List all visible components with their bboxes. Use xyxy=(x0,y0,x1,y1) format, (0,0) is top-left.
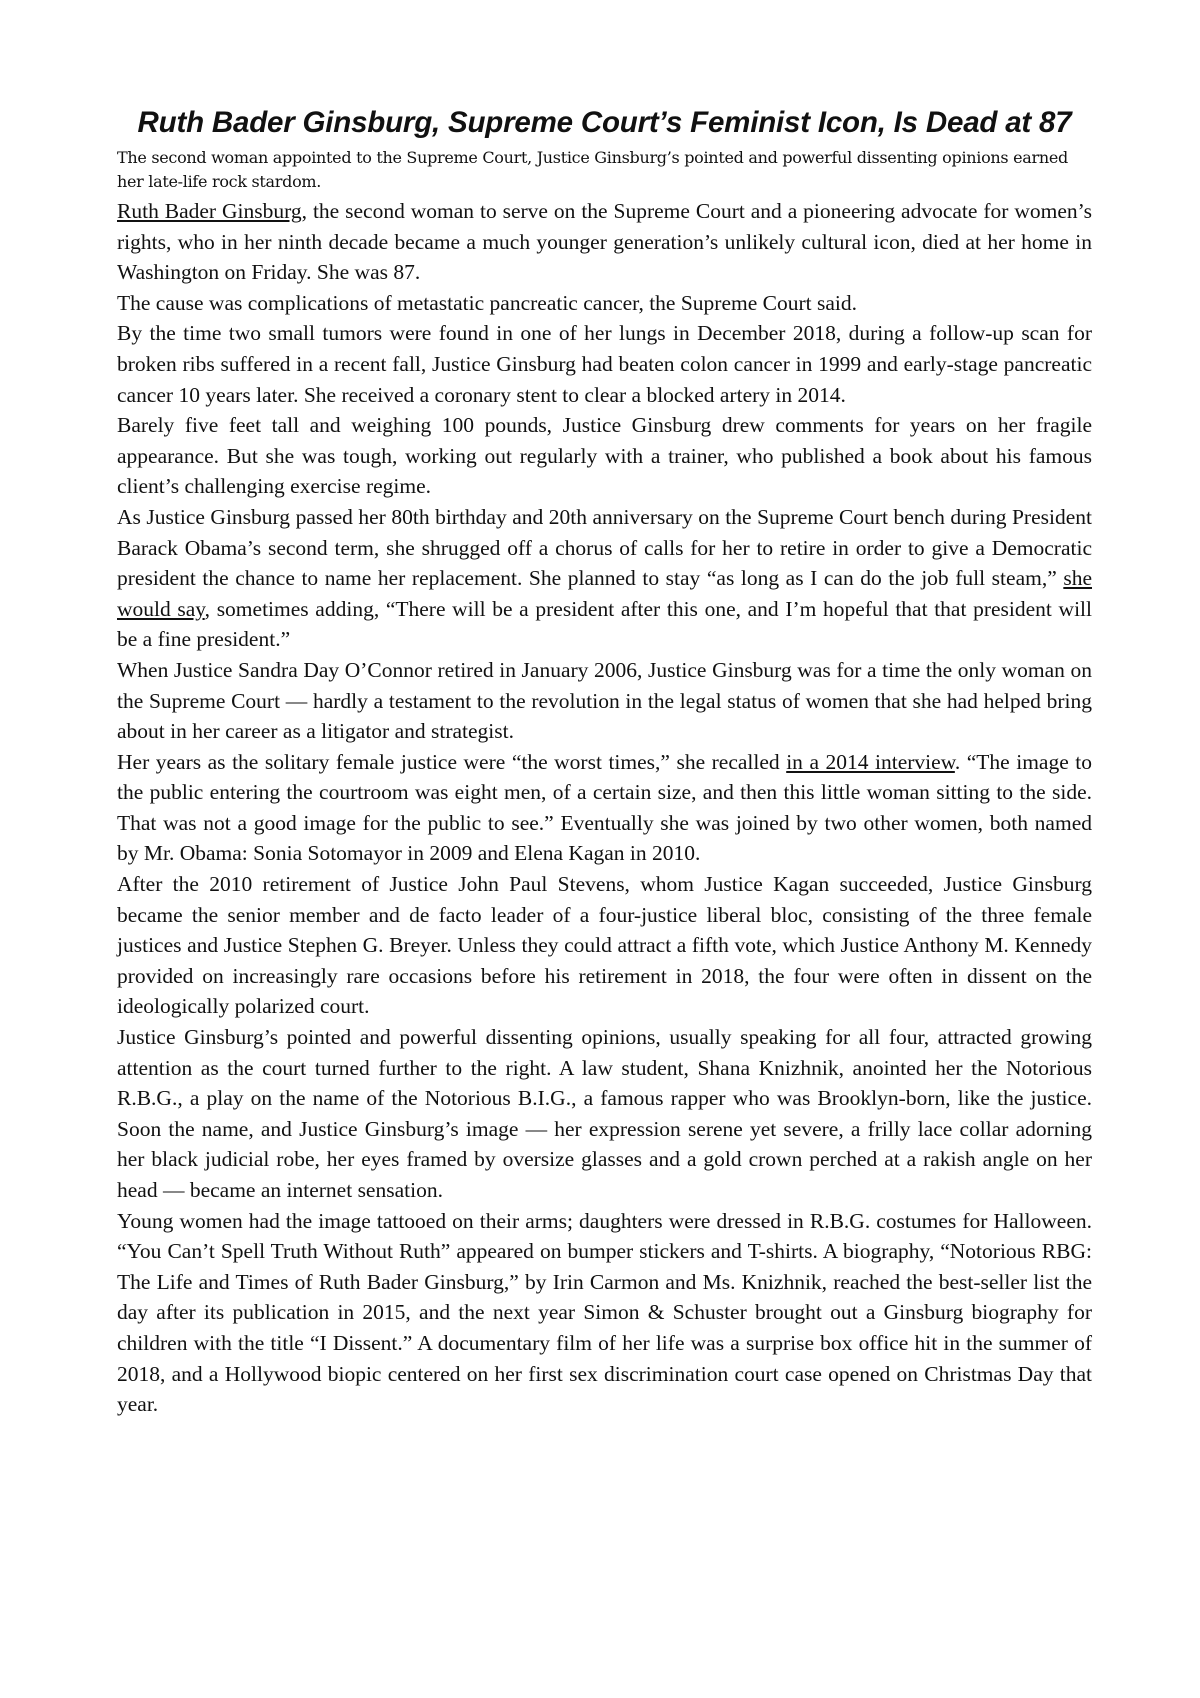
paragraph-7 xyxy=(117,747,1092,869)
paragraph-5 xyxy=(117,502,1092,655)
paragraph-10: Young women had the image tattooed on their arms; daughters were dressed in R.B.G. costumes for Halloween. “You Can’t Spell Truth Without Ruth” appeared on bumper stickers and T-shirts. A biography, “Notorious RBG: The Life and Times of Ruth Bader Ginsburg,” by Irin Carmon and Ms. Knizhnik, reached the best-seller list the day after its publication in 2015, and the next year Simon & Schuster brought out a Ginsburg biography for children with the title “I Dissent.” A documentary film of her life was a surprise box office hit in the summer of 2018, and a Hollywood biopic centered on her first sex discrimination court case opened on Christmas Day that year. xyxy=(117,1208,1092,1417)
paragraph-7-text-before: Her years as the solitary female justice were “the worst times,” she recalled xyxy=(117,749,787,774)
paragraph-2: The cause was complications of metastatic pancreatic cancer, the Supreme Court said. xyxy=(117,290,857,315)
paragraph-1 xyxy=(117,196,1092,288)
paragraph-9: Justice Ginsburg’s pointed and powerful dissenting opinions, usually speaking for all four, attracted growing attention as the court turned further to the right. A law student, Shana Knizhnik, anointed her the Notorious R.B.G., a play on the name of the Notorious B.I.G., a famous rapper who was Brooklyn-born, like the justice. Soon the name, and Justice Ginsburg’s image — her expression serene yet severe, a frilly lace collar adorning her black judicial robe, her eyes framed by oversize glasses and a gold crown perched at a rakish angle on her head — became an internet sensation. xyxy=(117,1025,1092,1202)
paragraph-6: When Justice Sandra Day O’Connor retired in January 2006, Justice Ginsburg was for a time the only woman on the Supreme Court — hardly a testament to the revolution in the legal status of women that she had helped bring about in her career as a litigator and strategist. xyxy=(117,657,1092,744)
paragraph-7-text-after: . “The image to the public entering the courtroom was eight men, of a certain size, and then this little woman sitting to the side. That was not a good image for the public to see.” Eventually she was joined by two other women, both named by Mr. Obama: Sonia Sotomayor in 2009 and Elena Kagan in 2010. xyxy=(117,749,1093,866)
paragraph-5-text-before: As Justice Ginsburg passed her 80th birthday and 20th anniversary on the Supreme Court bench during President Barack Obama’s second term, she shrugged off a chorus of calls for her to retire in order to give a Democratic president the chance to name her replacement. She planned to stay “as long as I can do the job full steam,” xyxy=(117,504,1092,591)
link-ruth-bader-ginsburg[interactable]: Ruth Bader Ginsburg xyxy=(117,199,302,223)
article-title: Ruth Bader Ginsburg, Supreme Court’s Feminist Icon, Is Dead at 87 xyxy=(137,106,1072,139)
paragraph-5-text-after: , sometimes adding, “There will be a president after this one, and I’m hopeful that that president will be a fine president.” xyxy=(117,596,1092,652)
article-subtitle: The second woman appointed to the Supreme Court, Justice Ginsburg’s pointed and powerful dissenting opinions earned her late-life rock stardom. xyxy=(117,148,1068,191)
article-body xyxy=(117,196,1092,1420)
article xyxy=(117,104,1092,1420)
link-she-would-say[interactable]: she would say xyxy=(117,566,1092,621)
paragraph-4: Barely five feet tall and weighing 100 pounds, Justice Ginsburg drew comments for years on her fragile appearance. But she was tough, working out regularly with a trainer, who published a book about his famous client’s challenging exercise regime. xyxy=(117,413,1092,499)
paragraph-8: After the 2010 retirement of Justice John Paul Stevens, whom Justice Kagan succeeded, Justice Ginsburg became the senior member and de facto leader of a four-justice liberal bloc, consisting of the three female justices and Justice Stephen G. Breyer. Unless they could attract a fifth vote, which Justice Anthony M. Kennedy provided on increasingly rare occasions before his retirement in 2018, the four were often in dissent on the ideologically polarized court. xyxy=(117,872,1092,1019)
paragraph-1-text: , the second woman to serve on the Supreme Court and a pioneering advocate for women’s rights, who in her ninth decade became a much younger generation’s unlikely cultural icon, died at her home in Washington on Friday. She was 87. xyxy=(117,199,1092,285)
paragraph-3: By the time two small tumors were found in one of her lungs in December 2018, during a follow-up scan for broken ribs suffered in a recent fall, Justice Ginsburg had beaten colon cancer in 1999 and early-stage pancreatic cancer 10 years later. She received a coronary stent to clear a blocked artery in 2014. xyxy=(117,321,1092,407)
link-2014-interview[interactable]: in a 2014 interview xyxy=(786,749,955,774)
